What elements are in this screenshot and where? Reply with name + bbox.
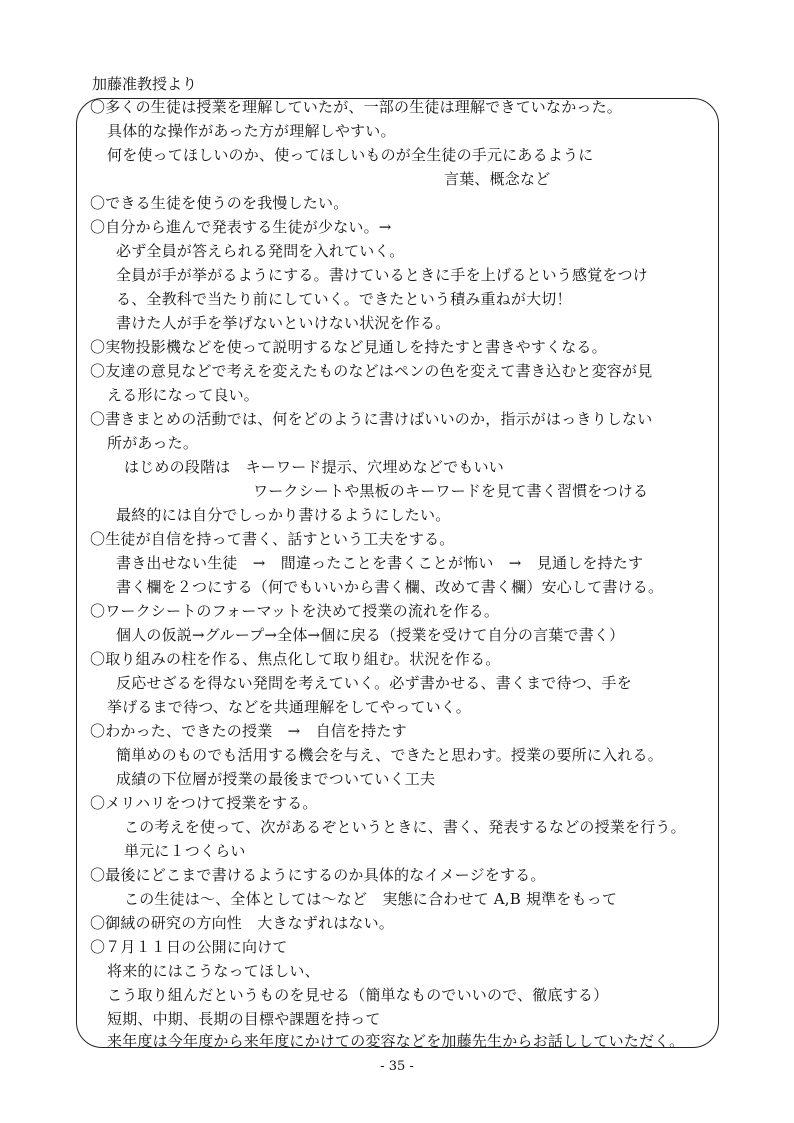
note-line: 全員が手が挙がるようにする。書けているときに手を上げるという感覚をつけ <box>116 266 649 284</box>
note-line: 具体的な操作があった方が理解しやすい。 <box>107 122 396 140</box>
note-line: 〇友達の意見などで考えを変えたものなどはペンの色を変えて書き込むと変容が見 <box>90 362 653 380</box>
note-line: こう取り組んだというものを見せる（簡単なものでいいので、徹底する） <box>107 986 609 1004</box>
note-line: 個人の仮説→グループ→全体→個に戻る（授業を受けて自分の言葉で書く） <box>116 626 625 644</box>
note-line: 〇御絨の研究の方向性 大きなずれはない。 <box>90 914 395 932</box>
note-line: 簡単めのものでも活用する機会を与え、できたと思わす。授業の要所に入れる。 <box>116 746 663 764</box>
note-line: 必ず全員が答えられる発問を入れていく。 <box>116 242 405 260</box>
note-line: 反応せざるを得ない発問を考えていく。必ず書かせる、書くまで待つ、手を <box>116 674 632 692</box>
note-line: 挙げるまで待つ、などを共通理解をしてやっていく。 <box>107 698 471 716</box>
note-line: 〇最後にどこまで書けるようにするのか具体的なイメージをする。 <box>90 866 546 884</box>
note-line: 言葉、概念など <box>444 170 551 188</box>
note-line: ワークシートや黒板のキーワードを見て書く習慣をつける <box>253 482 649 500</box>
note-line: 〇多くの生徒は授業を理解していたが、一部の生徒は理解できていなかった。 <box>90 98 623 116</box>
note-line: この生徒は～、全体としては～など 実態に合わせて A,B 規準をもって <box>124 890 618 908</box>
note-line: 〇ワークシートのフォーマットを決めて授業の流れを作る。 <box>90 602 500 620</box>
note-line: 短期、中期、長期の目標や課題を持って <box>107 1010 381 1028</box>
note-line: 書き出せない生徒 → 間違ったことを書くことが怖い → 見通しを持たす <box>116 554 644 572</box>
note-line: 成績の下位層が授業の最後までついていく工夫 <box>116 770 436 788</box>
page-number: - 35 - <box>380 1059 414 1074</box>
note-line: はじめの段階は キーワード提示、穴埋めなどでもいい <box>124 458 505 476</box>
note-line: 来年度は今年度から来年度にかけての変容などを加藤先生からお話ししていただく。 <box>107 1032 685 1050</box>
note-line: 書けた人が手を挙げないといけない状況を作る。 <box>116 314 451 332</box>
note-line: る、全教科で当たり前にしていく。できたという積み重ねが大切！ <box>116 290 572 308</box>
note-line: 〇生徒が自信を持って書く、話すという工夫をする。 <box>90 530 455 548</box>
note-line: 〇できる生徒を使うのを我慢したい。 <box>90 194 349 212</box>
note-line: 〇取り組みの柱を作る、焦点化して取り組む。状況を作る。 <box>90 650 501 668</box>
note-line: 書く欄を２つにする（何でもいいから書く欄、改めて書く欄）安心して書ける。 <box>116 578 664 596</box>
note-line: 〇７月１１日の公開に向けて <box>90 938 288 956</box>
note-line: 所があった。 <box>107 434 199 452</box>
note-line: 〇わかった、できたの授業 → 自信を持たす <box>90 722 407 740</box>
page-heading: 加藤准教授より <box>92 75 198 93</box>
note-line: 〇書きまとめの活動では、何をどのように書けばいいのか，指示がはっきりしない <box>90 410 653 428</box>
note-line: 何を使ってほしいのか、使ってほしいものが全生徒の手元にあるように <box>107 146 594 164</box>
note-line: 最終的には自分でしっかり書けるようにしたい。 <box>116 506 451 524</box>
note-line: 〇自分から進んで発表する生徒が少ない。→ <box>90 218 392 236</box>
note-line: 〇メリハリをつけて授業をする。 <box>90 794 318 812</box>
note-line: える形になって良い。 <box>107 386 260 404</box>
note-line: 将来的にはこうなってほしい、 <box>107 962 320 980</box>
note-line: 単元に１つくらい <box>124 842 246 860</box>
note-line: 〇実物投影機などを使って説明するなど見通しを持たすと書きやすくなる。 <box>90 338 607 356</box>
note-line: この考えを使って、次があるぞというときに、書く、発表するなどの授業を行う。 <box>124 818 686 836</box>
